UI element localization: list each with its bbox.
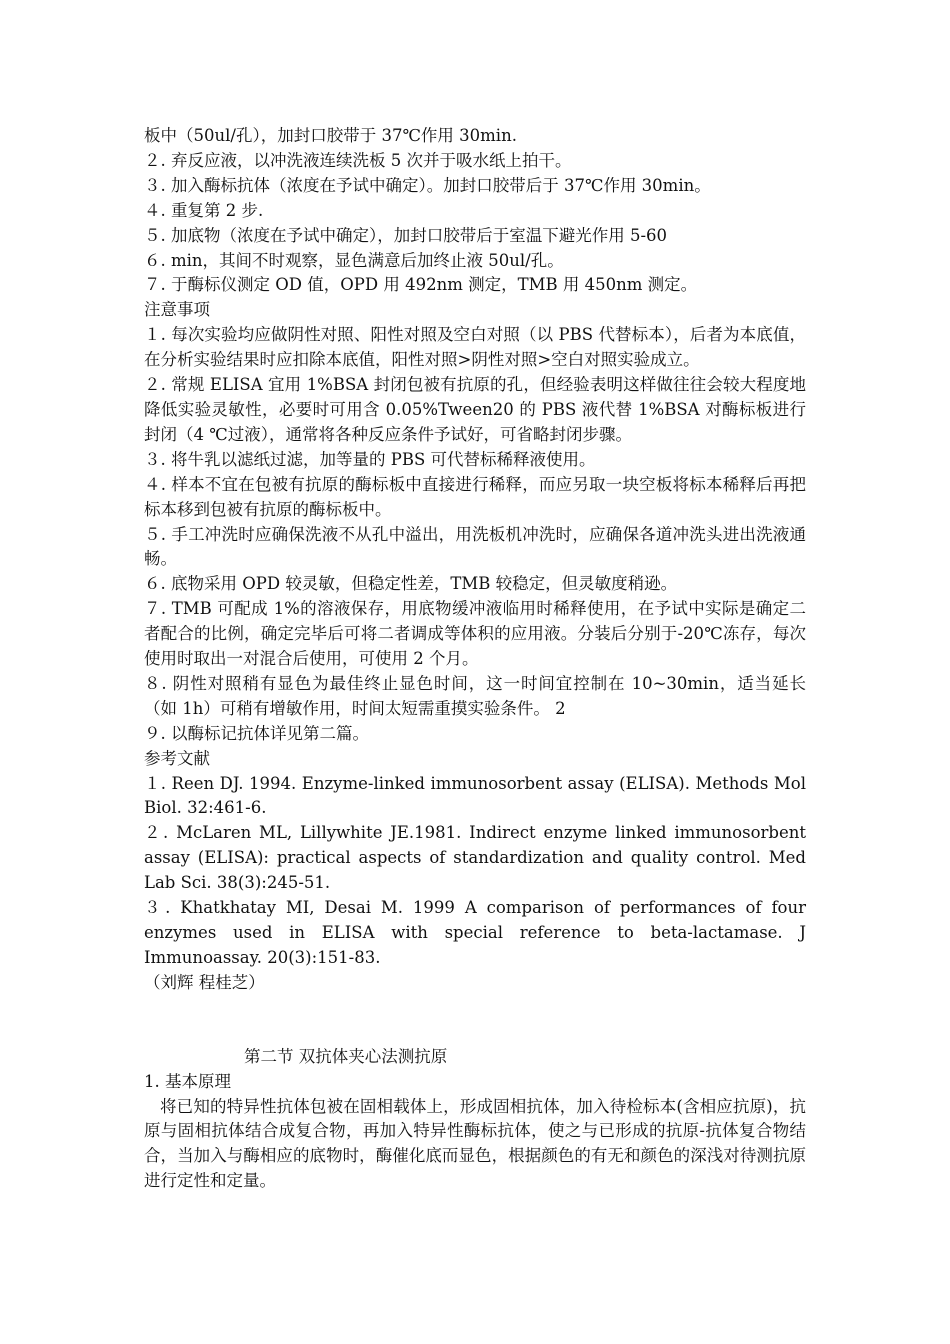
- note-item: １. 每次实验均应做阴性对照、阳性对照及空白对照（以 PBS 代替标本），后者为本底值，在分析实验结果时应扣除本底值，阳性对照>阴性对照>空白对照实验成立。: [144, 325, 806, 370]
- note-item: ５. 手工冲洗时应确保洗液不从孔中溢出，用洗板机冲洗时，应确保各道冲洗头进出洗液通畅。: [144, 524, 806, 569]
- authors-credit: （刘辉 程桂芝）: [144, 972, 265, 992]
- reference-item: ２. McLaren ML, Lillywhite JE.1981. Indirect enzyme linked immunosorbent assay (ELISA): practical aspects of standardization and quality control. Med Lab Sci. 38(3):245-51.: [144, 823, 806, 893]
- step-line: ５. 加底物（浓度在予试中确定），加封口胶带后于室温下避光作用 5-60: [144, 225, 668, 245]
- references-heading: 参考文献: [144, 748, 210, 768]
- notes-section: [144, 298, 806, 746]
- section-body: 将已知的特异性抗体包被在固相载体上，形成固相抗体，加入待检标本(含相应抗原)，抗原与固相抗体结合成复合物，再加入特异性酶标抗体，使之与已形成的抗原-抗体复合物结合，当加入与酶相应的底物时，酶催化底而显色，根据颜色的有无和颜色的深浅对待测抗原进行定性和定量。: [144, 1096, 806, 1191]
- step-line: ３. 加入酶标抗体（浓度在予试中确定）。加封口胶带后于 37℃作用 30min。: [144, 175, 711, 195]
- step-line: ２. 弃反应液，以冲洗液连续洗板 5 次并于吸水纸上拍干。: [144, 150, 572, 170]
- note-item: ２. 常规 ELISA 宜用 1%BSA 封闭包被有抗原的孔，但经验表明这样做往往会较大程度地降低实验灵敏性，必要时可用含 0.05%Tween20 的 PBS 液代替 1%BSA 对酶标板进行封闭（4 ℃过液），通常将各种反应条件予试好，可省略封闭步骤。: [144, 375, 806, 444]
- note-item: ８. 阴性对照稍有显色为最佳终止显色时间，这一时间宜控制在 10~30min，适当延长（如 1h）可稍有增敏作用，时间太短需重摸实验条件。 2: [144, 673, 806, 718]
- section-two: [144, 1045, 806, 1194]
- step-line: ６. min，其间不时观察，显色满意后加终止液 50ul/孔。: [144, 250, 564, 270]
- reference-item: ３. Khatkhatay MI, Desai M. 1999 A comparison of performances of four enzymes used in ELISA with special reference to beta-lactamase. J Immunoassay. 20(3):151-83.: [144, 898, 806, 967]
- section-title: 第二节 双抗体夹心法测抗原: [244, 1046, 448, 1066]
- step-line: ４. 重复第 2 步.: [144, 200, 264, 220]
- procedure-steps: [144, 124, 806, 298]
- note-item: ７. TMB 可配成 1%的溶液保存，用底物缓冲液临用时稀释使用，在予试中实际是确定二者配合的比例，确定完毕后可将二者调成等体积的应用液。分装后分别于-20℃冻存，每次使用时取出一对混合后使用，可使用 2 个月。: [144, 599, 806, 669]
- step-line: ７. 于酶标仪测定 OD 值，OPD 用 492nm 测定，TMB 用 450nm 测定。: [144, 275, 698, 295]
- note-item: ４. 样本不宜在包被有抗原的酶标板中直接进行稀释，而应另取一块空板将标本稀释后再把标本移到包被有抗原的酶标板中。: [144, 474, 806, 519]
- section-spacer: [144, 996, 806, 1045]
- reference-item: １. Reen DJ. 1994. Enzyme-linked immunosorbent assay (ELISA). Methods Mol Biol. 32:461-6.: [144, 773, 806, 818]
- note-item: ９. 以酶标记抗体详见第二篇。: [144, 723, 369, 743]
- note-item: ６. 底物采用 OPD 较灵敏，但稳定性差，TMB 较稳定，但灵敏度稍逊。: [144, 574, 678, 594]
- document-page: [144, 124, 806, 1194]
- note-item: ３. 将牛乳以滤纸过滤，加等量的 PBS 可代替标稀释液使用。: [144, 449, 596, 469]
- notes-heading: 注意事项: [144, 300, 210, 320]
- references-section: [144, 747, 806, 996]
- section-subheading: 1. 基本原理: [144, 1071, 231, 1091]
- step-line: 板中（50ul/孔），加封口胶带于 37℃作用 30min.: [144, 126, 517, 145]
